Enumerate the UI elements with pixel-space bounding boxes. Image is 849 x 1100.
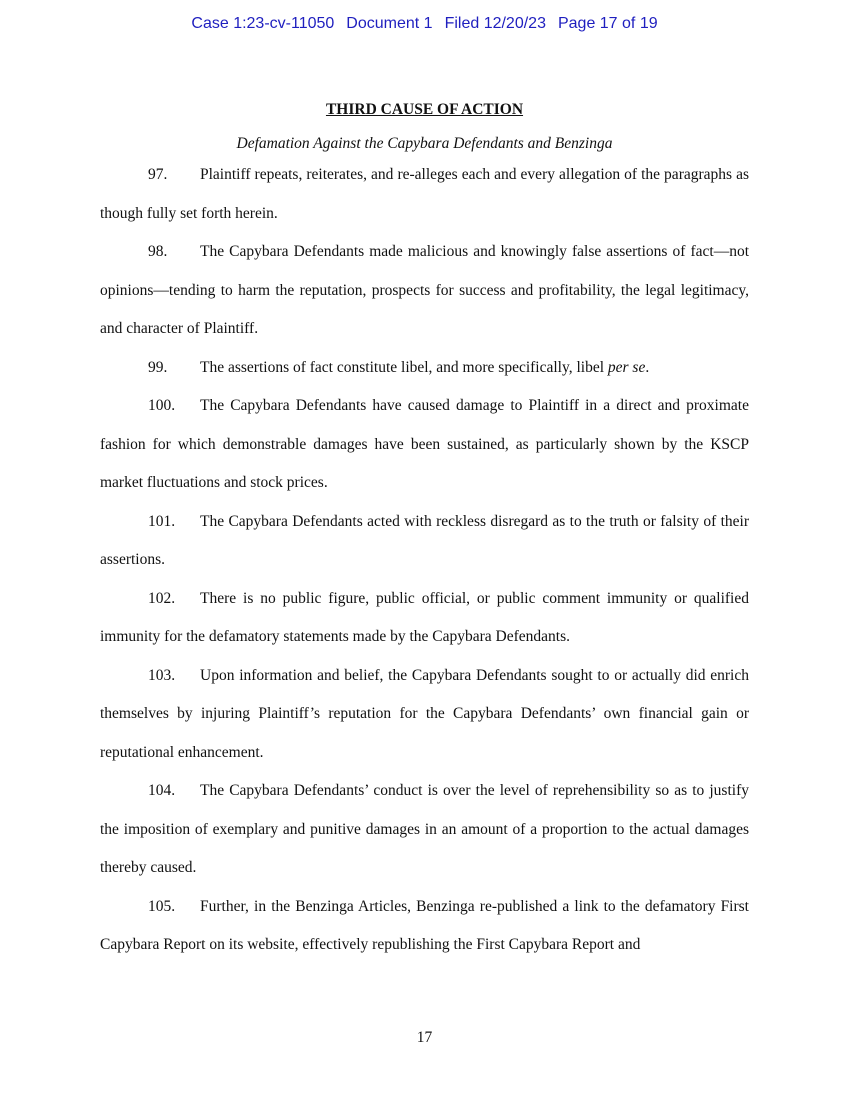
paragraph-103 [100, 657, 749, 773]
paragraph-text: There is no public figure, public official, or public comment immunity or qualified immunity for the defamatory statements made by the Capybara Defendants. [100, 589, 749, 645]
paragraph-text: Plaintiff repeats, reiterates, and re-alleges each and every allegation of the paragraphs as though fully set forth herein. [100, 166, 749, 222]
paragraph-text: The Capybara Defendants’ conduct is over the level of reprehensibility so as to justify the imposition of exemplary and punitive damages in an amount of a proportion to the actual damages thereby caused. [100, 782, 749, 876]
case-header [0, 15, 849, 33]
paragraph-text: Upon information and belief, the Capybara Defendants sought to or actually did enrich themselves by injuring Plaintiff’s reputation for the Capybara Defendants’ own financial gain or reputational enhancement. [100, 666, 749, 761]
paragraph-text: The Capybara Defendants have caused damage to Plaintiff in a direct and proximate fashion for which demonstrable damages have been sustained, as particularly shown by the KSCP market fluctuations and stock prices. [100, 397, 749, 491]
paragraph-102 [100, 580, 749, 657]
paragraph-number: 105. [148, 897, 176, 915]
page-number: 17 [416, 1029, 433, 1046]
section-title: THIRD CAUSE OF ACTION [325, 101, 524, 118]
paragraph-number: 102. [148, 589, 176, 607]
paragraph-104 [100, 772, 749, 888]
header-case-number: Case 1:23-cv-11050 [191, 15, 335, 32]
paragraph-98 [100, 233, 749, 349]
paragraph-text-end: . [645, 358, 650, 376]
paragraph-99 [100, 349, 749, 388]
header-page: Page 17 of 19 [557, 15, 658, 32]
document-body [100, 100, 749, 965]
paragraph-105 [100, 888, 749, 965]
paragraph-number: 98. [148, 243, 168, 260]
paragraph-number: 101. [148, 512, 176, 530]
paragraph-number: 104. [148, 782, 176, 799]
paragraph-number: 100. [148, 397, 176, 414]
paragraph-text: The assertions of fact constitute libel, and more specifically, libel [200, 358, 608, 376]
paragraph-text: The Capybara Defendants made malicious and knowingly false assertions of fact—not opinions—tending to harm the reputation, prospects for success and profitability, the legal legitimacy, and character of Plaintiff. [100, 243, 749, 337]
header-document: Document 1 [346, 15, 433, 32]
header-filed-date: Filed 12/20/23 [444, 15, 546, 32]
paragraph-101 [100, 503, 749, 580]
section-subtitle: Defamation Against the Capybara Defendants and Benzinga [236, 135, 613, 152]
paragraph-number: 103. [148, 666, 176, 684]
paragraph-text: The Capybara Defendants acted with reckless disregard as to the truth or falsity of their assertions. [100, 512, 749, 568]
paragraph-text: Further, in the Benzinga Articles, Benzinga re-published a link to the defamatory First Capybara Report on its website, effectively republishing the First Capybara Report and [100, 897, 749, 953]
paragraph-number: 99. [148, 358, 168, 376]
paragraph-97 [100, 156, 749, 233]
paragraph-100 [100, 387, 749, 503]
paragraph-text-italic: per se [607, 358, 646, 376]
paragraph-number: 97. [148, 166, 168, 183]
